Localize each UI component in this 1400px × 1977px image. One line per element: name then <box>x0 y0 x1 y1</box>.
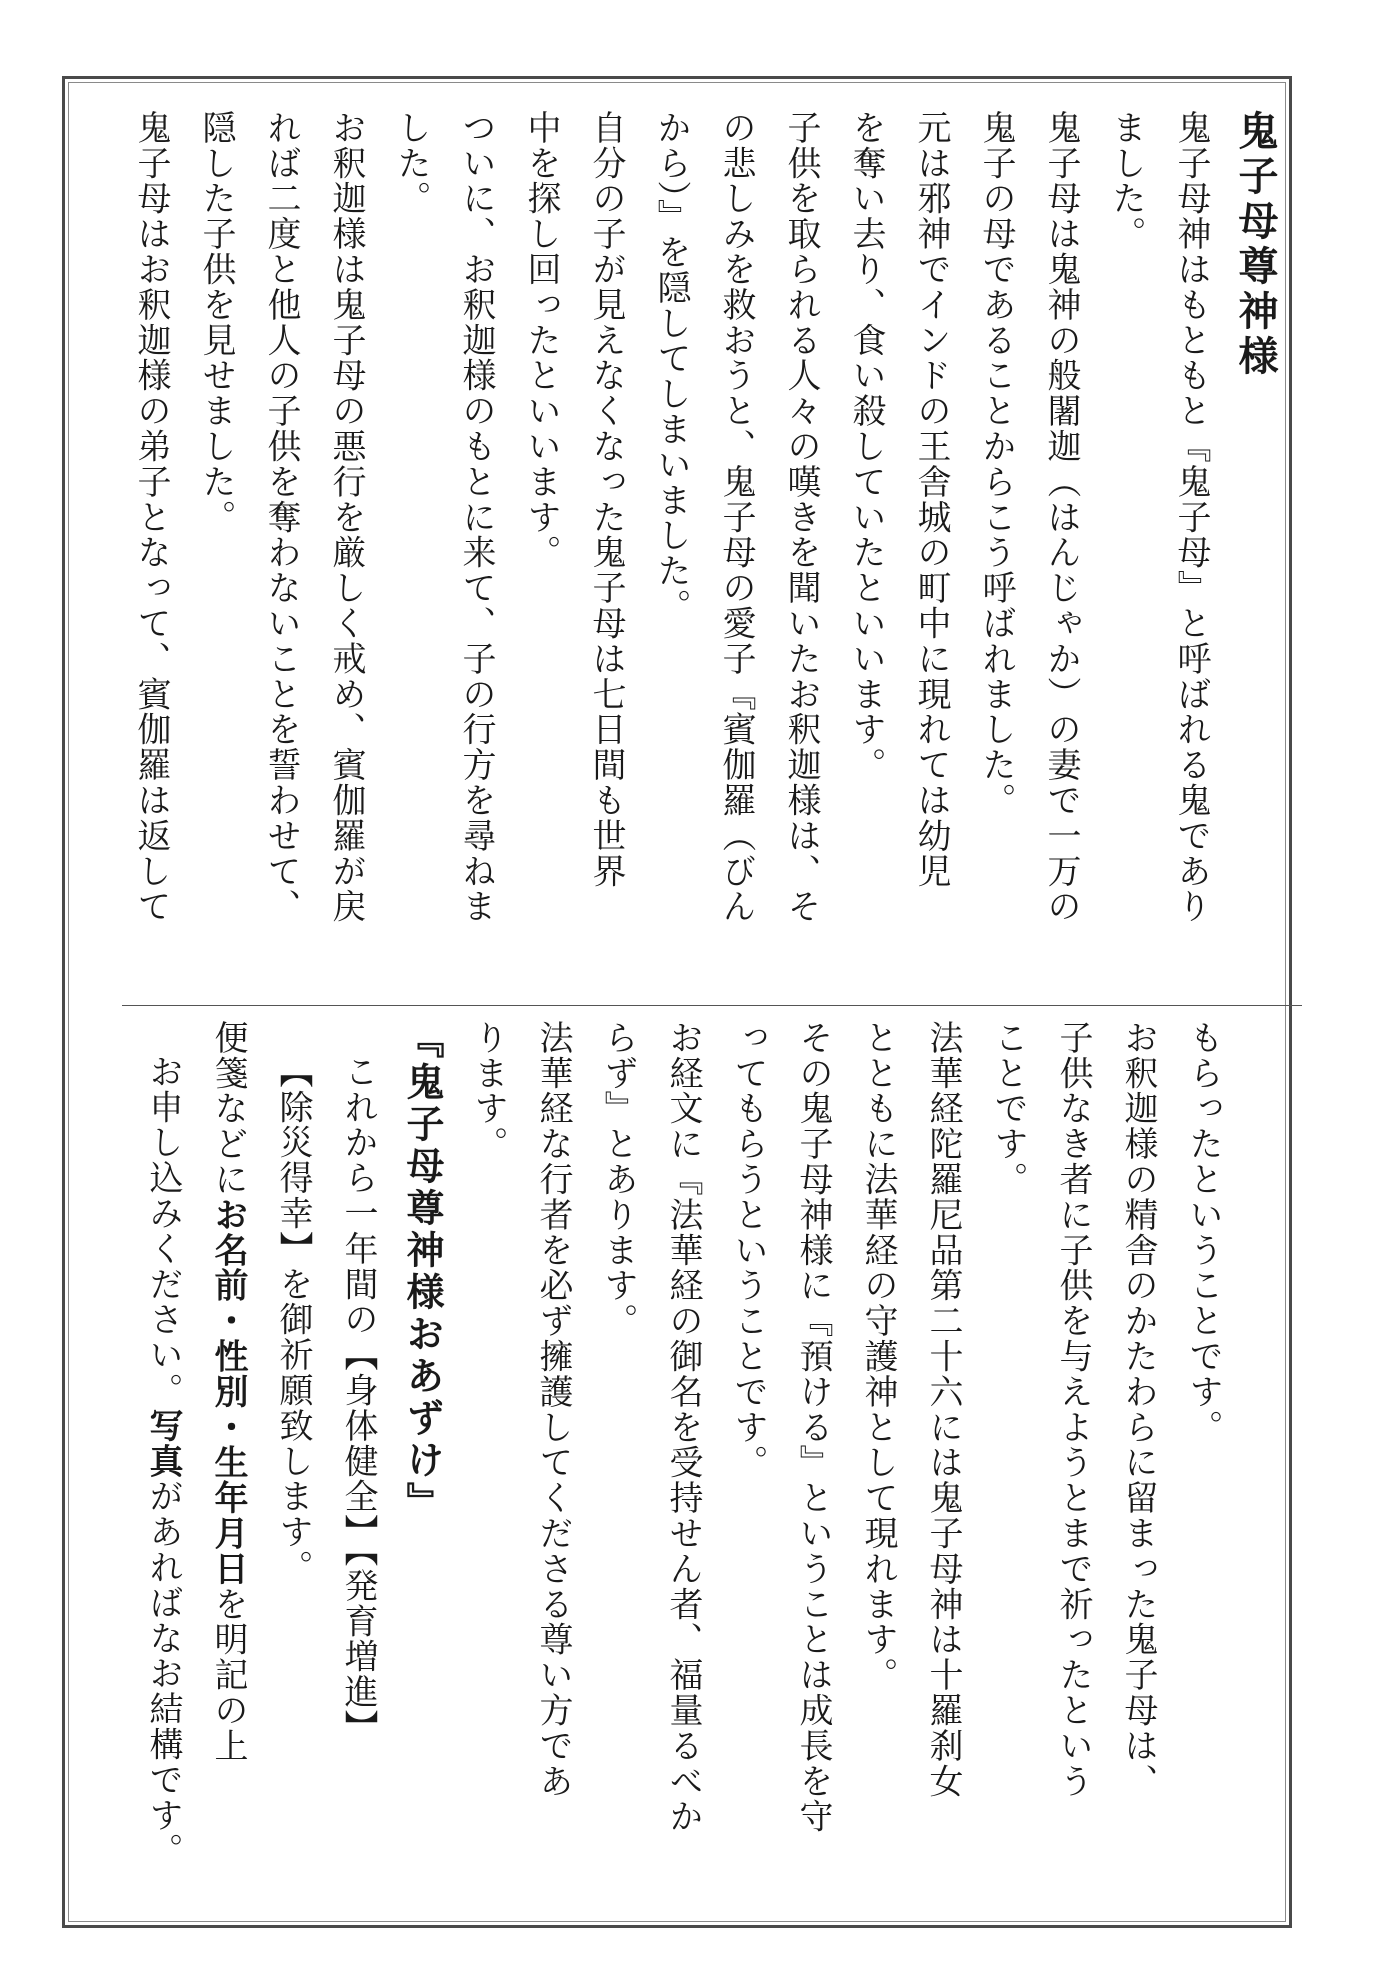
text-line: ります。 <box>468 1020 508 1162</box>
text-line: お釈迦様の精舎のかたわらに留まった鬼子母は、 <box>1118 1020 1158 1799</box>
text-line: 鬼子母神はもともと『鬼子母』と呼ばれる鬼であり <box>1171 110 1211 925</box>
text-line: から）』を隠してしまいました。 <box>651 110 691 624</box>
text-line: 子供を取られる人々の嘆きを聞いたお釈迦様は、そ <box>781 110 821 925</box>
text-line: 鬼子の母であることからこう呼ばれました。 <box>976 110 1016 818</box>
notice-line: 【除災得幸】を御祈願致します。 <box>273 1054 313 1585</box>
text-line: 鬼子母はお釈迦様の弟子となって、賓伽羅は返して <box>131 110 171 925</box>
notice-line: これから一年間の【身体健全】【発育増進】 <box>338 1054 378 1745</box>
text-line: 隠した子供を見せました。 <box>196 110 236 535</box>
notice-text: お申し込みください。 <box>143 1054 183 1408</box>
text-line: 中を探し回ったといいます。 <box>521 110 561 571</box>
notice-text: を明記の上 <box>208 1586 248 1764</box>
text-line: ました。 <box>1106 110 1146 252</box>
photo-label: 写真 <box>143 1408 183 1479</box>
bottom-section <box>115 1020 1235 1900</box>
top-section <box>128 110 1288 990</box>
text-line: ってもらうということです。 <box>728 1020 768 1481</box>
text-line: 子供なき者に子供を与えようとまで祈ったという <box>1053 1020 1093 1799</box>
notice-text: 便箋などに <box>208 1020 248 1197</box>
text-line: 自分の子が見えなくなった鬼子母は七日間も世界 <box>586 110 626 889</box>
text-line: 法華経な行者を必ず擁護してくださる尊い方であ <box>533 1020 573 1799</box>
text-line: ことです。 <box>988 1020 1028 1197</box>
text-line: もらったということです。 <box>1183 1020 1223 1445</box>
section-title: 鬼子母尊神様 <box>1232 110 1279 380</box>
text-line: とともに法華経の守護神として現れます。 <box>858 1020 898 1693</box>
text-line: した。 <box>391 110 431 217</box>
offering-heading: 『鬼子母尊神様おあずけ』 <box>400 1020 445 1524</box>
text-line: らず』とあります。 <box>598 1020 638 1339</box>
text-line: お経文に『法華経の御名を受持せん者、福量るべか <box>663 1020 703 1835</box>
notice-text: があればなお結構です。 <box>143 1478 183 1869</box>
text-line: 鬼子母は鬼神の般闍迦（はんじゃか）の妻で一万の <box>1041 110 1081 925</box>
text-line: の悲しみを救おうと、鬼子母の愛子『賓伽羅（びん <box>716 110 756 925</box>
notice-line <box>195 1020 260 1900</box>
text-line: その鬼子母神様に『預ける』ということは成長を守 <box>793 1020 833 1835</box>
text-line: 法華経陀羅尼品第二十六には鬼子母神は十羅刹女 <box>923 1020 963 1799</box>
text-line: を奪い去り、食い殺していたといいます。 <box>846 110 886 783</box>
text-line: れば二度と他人の子供を奪わないことを誓わせて、 <box>261 110 301 925</box>
notice-line <box>130 1020 195 1900</box>
text-line: お釈迦様は鬼子母の悪行を厳しく戒め、賓伽羅が戻 <box>326 110 366 925</box>
text-line: ついに、お釈迦様のもとに来て、子の行方を尋ねま <box>456 110 496 925</box>
required-fields: お名前・性別・生年月日 <box>208 1197 248 1587</box>
text-line: 元は邪神でインドの王舎城の町中に現れては幼児 <box>911 110 951 889</box>
section-divider <box>122 1005 1302 1006</box>
